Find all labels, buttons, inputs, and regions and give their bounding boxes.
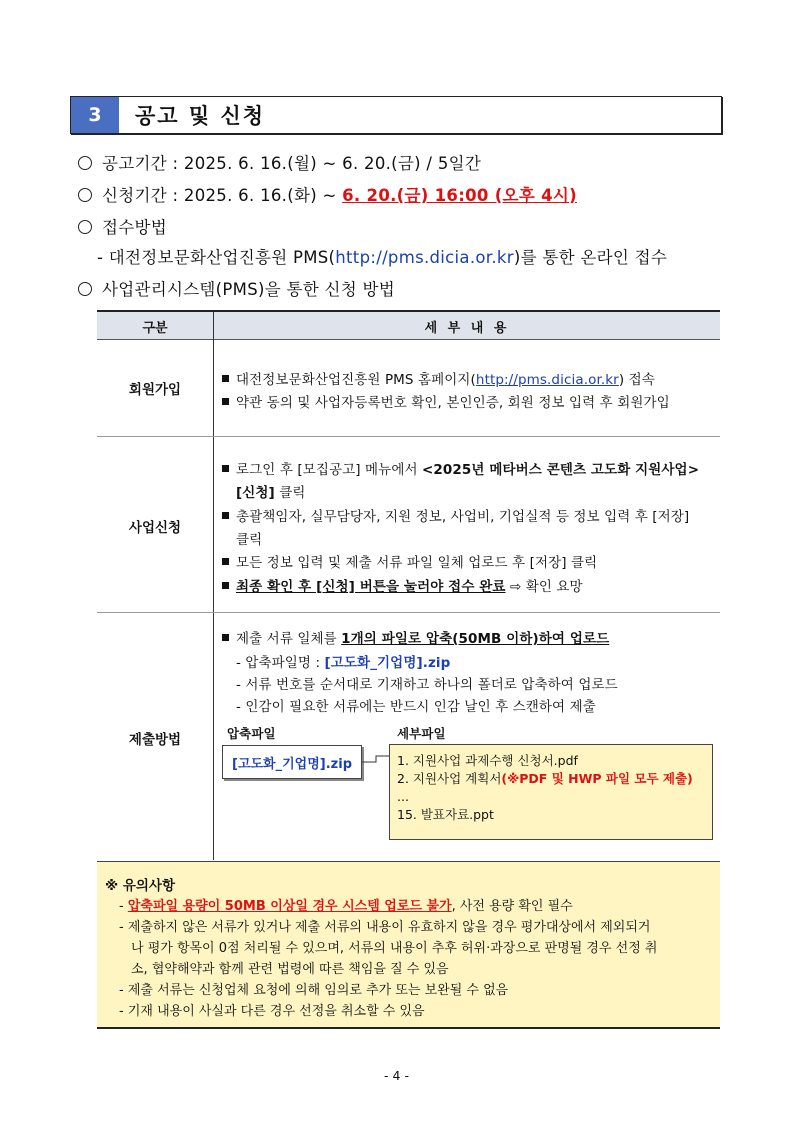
submit-sub-1: - 압축파일명 : [고도화_기업명].zip — [236, 655, 451, 671]
note-item-2c: 소, 협약해약과 함께 관련 법령에 따른 책임을 질 수 있음 — [131, 962, 449, 977]
bullet-reception-method: 접수방법 — [78, 214, 167, 238]
circle-bullet-icon — [78, 188, 92, 202]
row-label-signup: 회원가입 — [128, 382, 182, 398]
square-bullet-icon — [222, 398, 229, 405]
square-bullet-icon — [222, 375, 229, 382]
submit-line-1: 제출 서류 일체를 1개의 파일로 압축(50MB 이하)하여 업로드 — [222, 627, 609, 647]
apply-line-4: 최종 확인 후 [신청] 버튼을 눌러야 접수 완료 ⇨ 확인 요망 — [222, 575, 583, 595]
notes-title: ※ 유의사항 — [105, 878, 175, 894]
apply-line-3: 모든 정보 입력 및 제출 서류 파일 일체 업로드 후 [저장] 클릭 — [222, 551, 597, 571]
note-item-2a: - 제출하지 않은 서류가 있거나 제출 서류의 내용이 유효하지 않을 경우 평가대상에서 제외되거 — [119, 920, 651, 935]
file-item: 15. 발표자료.ppt — [397, 807, 494, 822]
pms-link[interactable]: http://pms.dicia.or.kr — [335, 248, 514, 267]
file-item: ... — [397, 789, 409, 804]
header-category: 구분 — [142, 321, 168, 336]
circle-bullet-icon — [78, 282, 92, 296]
circle-bullet-icon — [78, 220, 92, 234]
column-divider — [213, 312, 214, 860]
note-item-4: - 기재 내용이 사실과 다른 경우 선정을 취소할 수 있음 — [119, 1004, 425, 1019]
row-divider — [97, 436, 720, 437]
square-bullet-icon — [222, 465, 229, 472]
submit-sub-3: - 인감이 필요한 서류에는 반드시 인감 날인 후 스캔하여 제출 — [236, 699, 596, 715]
page-number: - 4 - — [384, 1068, 409, 1083]
apply-line-1: 로그인 후 [모집공고] 메뉴에서 <2025년 메타버스 콘텐츠 고도화 지원사업> — [222, 458, 699, 478]
section-title: 공고 및 신청 — [135, 104, 266, 128]
bullet-pms-method: 사업관리시스템(PMS)을 통한 신청 방법 — [78, 276, 395, 300]
square-bullet-icon — [222, 634, 229, 641]
note-item-2b: 나 평가 항목이 0점 처리될 수 있으며, 서류의 내용이 추후 허위·과장으로 판명될 경우 선정 취 — [131, 941, 658, 956]
section-number: 3 — [71, 97, 119, 133]
file-item: 1. 지원사업 과제수행 신청서.pdf — [397, 753, 578, 768]
connector-line — [362, 752, 390, 766]
signup-line-1: 대전정보문화산업진흥원 PMS 홈페이지(http://pms.dicia.or.kr) 접속 — [222, 368, 655, 388]
apply-line-1b: [신청] 클릭 — [236, 485, 306, 501]
table-header — [97, 312, 720, 340]
square-bullet-icon — [222, 558, 229, 565]
row-label-apply: 사업신청 — [128, 520, 182, 536]
detail-files-box — [389, 744, 713, 840]
header-details: 세 부 내 용 — [424, 321, 510, 336]
zip-file-label: 압축파일 — [227, 726, 276, 741]
deadline-highlight: 6. 20.(금) 16:00 (오후 4시) — [342, 186, 577, 205]
bullet-notice-period: 공고기간 : 2025. 6. 16.(월) ~ 6. 20.(금) / 5일간 — [78, 150, 481, 174]
pms-homepage-link[interactable]: http://pms.dicia.or.kr — [475, 372, 619, 388]
note-item-1: - 압축파일 용량이 50MB 이상일 경우 시스템 업로드 불가, 사전 용량 확인 필수 — [119, 899, 573, 914]
notes-box — [97, 861, 720, 1029]
apply-line-2b: 클릭 — [236, 532, 263, 548]
bullet-apply-period: 신청기간 : 2025. 6. 16.(화) ~ 6. 20.(금) 16:00 (오후 4시) — [78, 182, 577, 206]
file-item: 2. 지원사업 계획서(※PDF 및 HWP 파일 모두 제출) — [397, 771, 693, 786]
row-label-submit: 제출방법 — [128, 732, 182, 748]
submit-sub-2: - 서류 번호를 순서대로 기재하고 하나의 폴더로 압축하여 업로드 — [236, 677, 618, 693]
zip-file-box: [고도화_기업명].zip — [222, 745, 362, 779]
square-bullet-icon — [222, 512, 229, 519]
circle-bullet-icon — [78, 156, 92, 170]
reception-method-detail: - 대전정보문화산업진흥원 PMS(http://pms.dicia.or.kr)를 통한 온라인 접수 — [97, 248, 668, 267]
apply-line-2: 총괄책임자, 실무담당자, 지원 정보, 사업비, 기업실적 등 정보 입력 후 [저장] — [222, 505, 689, 525]
square-bullet-icon — [222, 582, 229, 589]
section-header — [70, 96, 722, 134]
row-divider — [97, 612, 720, 613]
note-item-3: - 제출 서류는 신청업체 요청에 의해 임의로 추가 또는 보완될 수 없음 — [119, 983, 509, 998]
detail-files-label: 세부파일 — [397, 726, 446, 741]
signup-line-2: 약관 동의 및 사업자등록번호 확인, 본인인증, 회원 정보 입력 후 회원가입 — [222, 391, 670, 411]
